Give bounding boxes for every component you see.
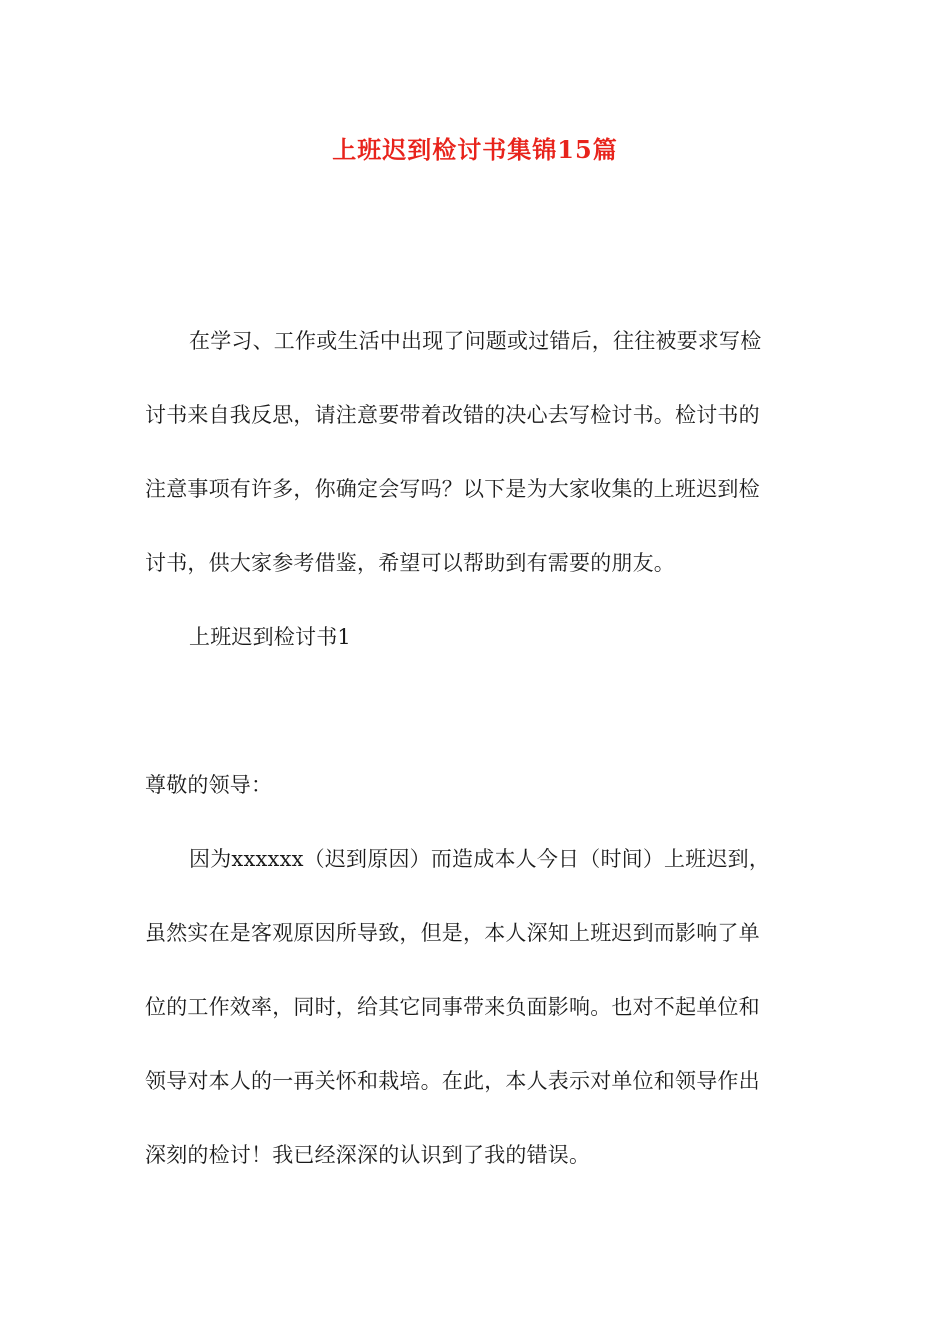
intro-paragraph (145, 304, 807, 600)
salutation-text: 尊敬的领导： (145, 773, 273, 797)
paragraph-line: 位的工作效率，同时，给其它同事带来负面影响。也对不起单位和 (145, 995, 760, 1019)
intro-line: 讨书，供大家参考借鉴，希望可以帮助到有需要的朋友。 (145, 551, 675, 575)
paragraph-line: 深刻的检讨！我已经深深的认识到了我的错误。 (145, 1143, 591, 1167)
intro-line: 讨书来自我反思，请注意要带着改错的决心去写检讨书。检讨书的 (145, 403, 760, 427)
intro-line: 注意事项有许多，你确定会写吗？以下是为大家收集的上班迟到检 (145, 477, 760, 501)
paragraph-line: 虽然实在是客观原因所导致，但是，本人深知上班迟到而影响了单 (145, 921, 760, 945)
section-heading-text: 上班迟到检讨书1 (189, 625, 351, 649)
section-heading (145, 600, 807, 674)
document-title: 上班迟到检讨书集锦15篇 (332, 135, 618, 164)
intro-line: 在学习、工作或生活中出现了问题或过错后，往往被要求写检 (189, 329, 762, 353)
salutation (145, 748, 807, 822)
body-paragraph (145, 822, 807, 1192)
paragraph-line: 因为xxxxxx（迟到原因）而造成本人今日（时间）上班迟到， (189, 847, 771, 871)
paragraph-line: 领导对本人的一再关怀和栽培。在此，本人表示对单位和领导作出 (145, 1069, 760, 1093)
